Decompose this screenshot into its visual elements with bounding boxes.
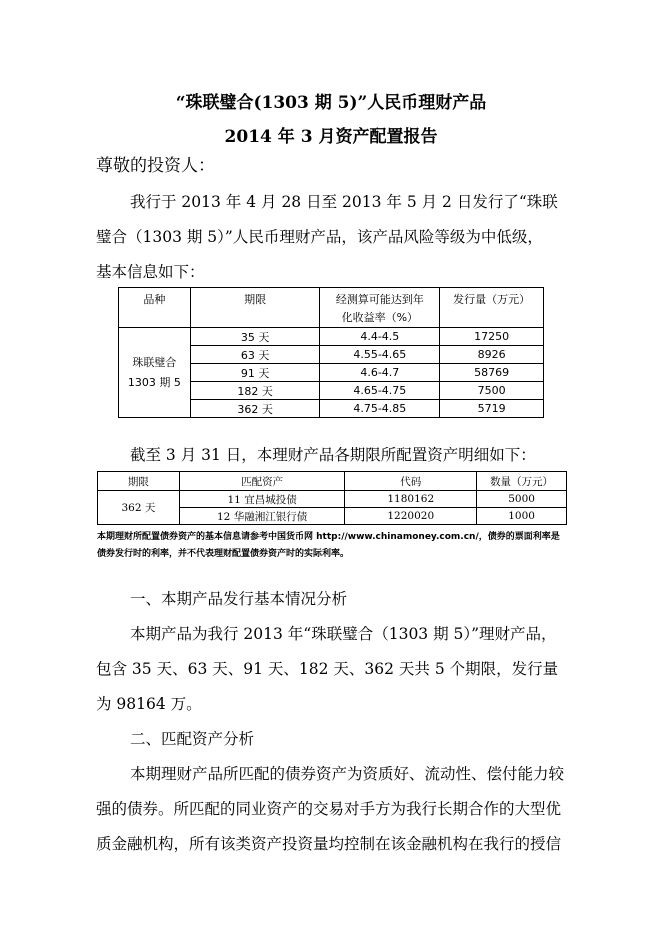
- intro-line-2: 璧合（1303 期 5）”人民币理财产品，该产品风险等级为中低级，: [96, 228, 543, 246]
- amount-cell: 17250: [440, 328, 544, 346]
- asset-cell: 12 华融湘江银行债: [179, 508, 345, 525]
- section2-line-3: 质金融机构，所有该类资产投资量均控制在该金融机构在我行的授信: [96, 835, 562, 853]
- product-name-line2: 1303 期 5: [127, 375, 181, 389]
- greeting: 尊敬的投资人：: [96, 156, 215, 176]
- section2-line-2: 强的债券。所匹配的同业资产的交易对手方为我行长期合作的大型优: [96, 800, 562, 818]
- assets-header-code: 代码: [345, 472, 477, 491]
- header-variety: 品种: [119, 288, 191, 328]
- product-info-table: [118, 287, 544, 418]
- section1-line-3: 为 98164 万。: [96, 695, 202, 713]
- assets-header-qty: 数量（万元）: [477, 472, 567, 491]
- intro-line-3: 基本信息如下：: [96, 263, 205, 281]
- term-cell: 362 天: [190, 400, 320, 418]
- section2-heading: 二、匹配资产分析: [130, 730, 255, 748]
- term-cell: 63 天: [190, 346, 320, 364]
- header-term: 期限: [190, 288, 320, 328]
- yield-cell: 4.4-4.5: [320, 328, 440, 346]
- section2-line-1: 本期理财产品所匹配的债券资产为资质好、流动性、偿付能力较: [130, 765, 565, 783]
- section1-heading: 一、本期产品发行基本情况分析: [130, 590, 348, 608]
- qty-cell: 1000: [477, 508, 567, 525]
- term-cell: 91 天: [190, 364, 320, 382]
- header-yield-line2: 化收益率（%）: [341, 311, 419, 324]
- header-yield: [320, 288, 440, 328]
- section1-line-1: 本期产品为我行 2013 年“珠联璧合（1303 期 5）”理财产品，: [130, 625, 557, 643]
- assets-term-cell: 362 天: [98, 491, 180, 525]
- header-yield-line1: 经测算可能达到年: [335, 293, 424, 306]
- table-row: [119, 328, 544, 346]
- assets-header-term: 期限: [98, 472, 180, 491]
- intro-line-1: 我行于 2013 年 4 月 28 日至 2013 年 5 月 2 日发行了“珠联: [130, 193, 558, 211]
- yield-cell: 4.6-4.7: [320, 364, 440, 382]
- section1-line-2: 包含 35 天、63 天、91 天、182 天、362 天共 5 个期限，发行量: [96, 660, 559, 678]
- yield-cell: 4.55-4.65: [320, 346, 440, 364]
- amount-cell: 5719: [440, 400, 544, 418]
- assets-header-row: [98, 472, 567, 491]
- term-cell: 182 天: [190, 382, 320, 400]
- assets-table: [97, 471, 567, 525]
- term-cell: 35 天: [190, 328, 320, 346]
- header-amount: 发行量（万元）: [440, 288, 544, 328]
- assets-intro: 截至 3 月 31 日，本理财产品各期限所配置资产明细如下：: [130, 446, 536, 464]
- report-title-line2: 2014 年 3 月资产配置报告: [224, 127, 438, 147]
- qty-cell: 5000: [477, 491, 567, 508]
- code-cell: 1180162: [345, 491, 477, 508]
- yield-cell: 4.75-4.85: [320, 400, 440, 418]
- amount-cell: 7500: [440, 382, 544, 400]
- table-header-row: [119, 288, 544, 328]
- product-name-cell: [119, 328, 191, 418]
- asset-cell: 11 宜昌城投债: [179, 491, 345, 508]
- amount-cell: 8926: [440, 346, 544, 364]
- report-title-line1: “珠联璧合(1303 期 5)”人民币理财产品: [175, 93, 487, 113]
- yield-cell: 4.65-4.75: [320, 382, 440, 400]
- code-cell: 1220020: [345, 508, 477, 525]
- assets-header-asset: 匹配资产: [179, 472, 345, 491]
- product-name-line1: 珠联璧合: [132, 355, 177, 369]
- amount-cell: 58769: [440, 364, 544, 382]
- table-row: [98, 491, 567, 508]
- footnote: 本期理财所配置债券资产的基本信息请参考中国货币网 http://www.chinamoney.com.cn/，债券的票面利率是债券发行时的利率，并不代表理财配置债券资产时的实际利率。: [97, 532, 560, 559]
